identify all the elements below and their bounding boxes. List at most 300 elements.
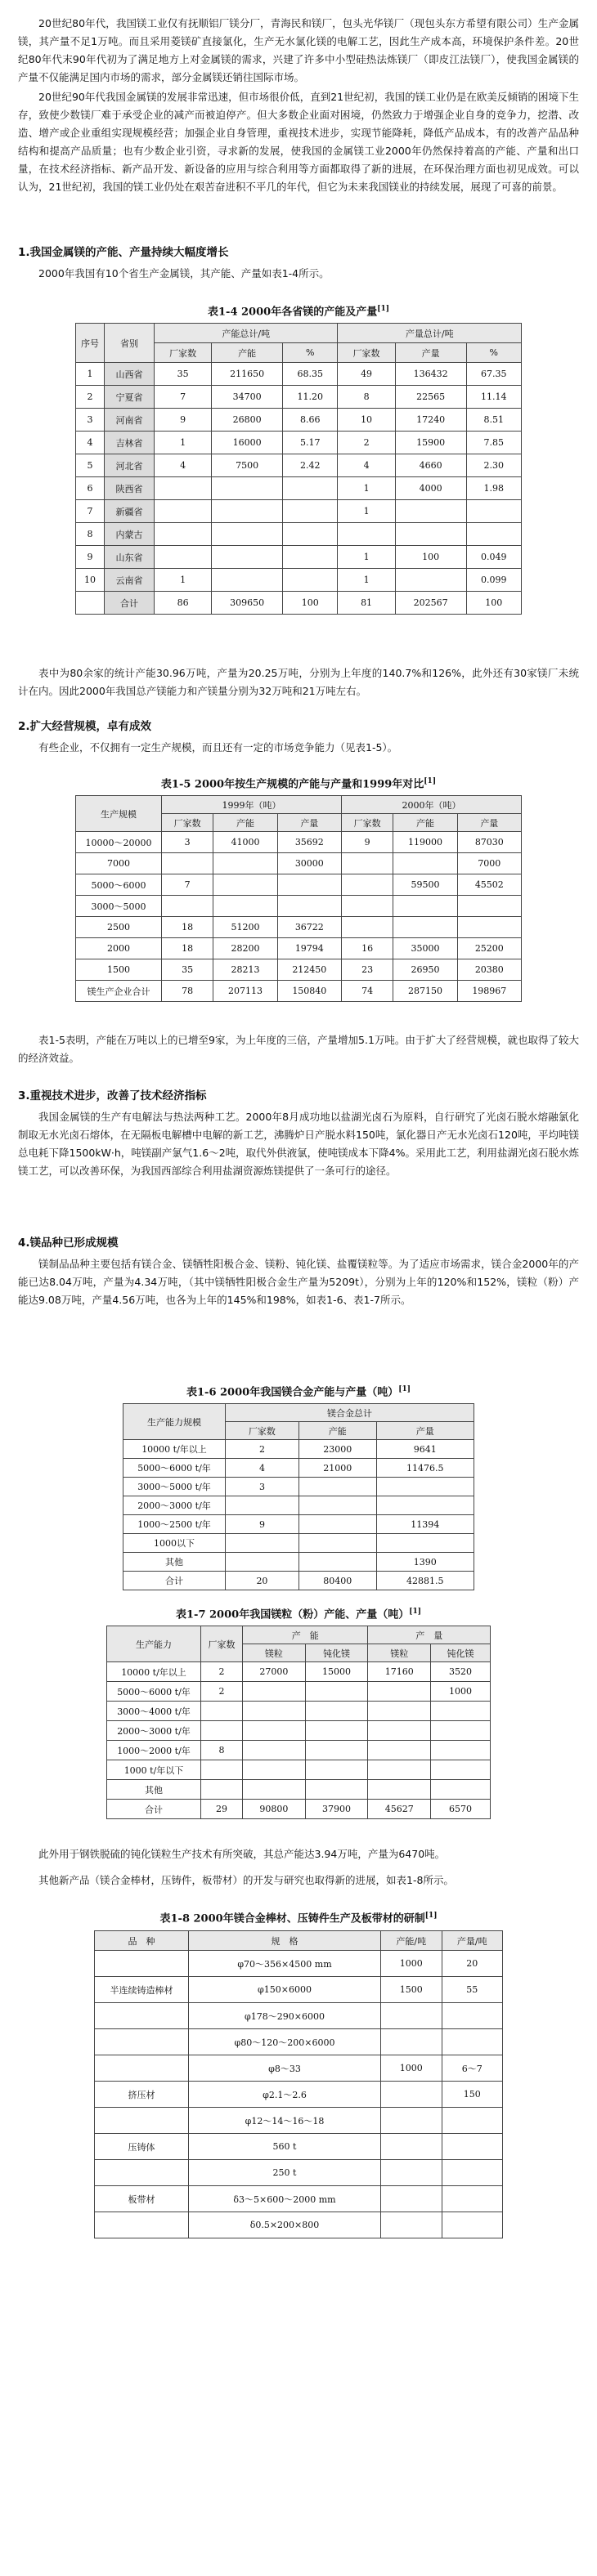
table-cell [155,477,212,500]
table-cell: 1 [155,569,212,592]
table-cell: φ12～14～16～18 [189,2108,381,2134]
th-passiv-out: 钝化镁 [431,1644,491,1662]
table-cell [341,917,393,938]
table-row [123,1515,474,1534]
table-cell [298,1478,376,1496]
table-cell: 100 [283,592,338,615]
table-cell [466,523,522,546]
table-cell: 云南省 [105,569,155,592]
table-cell: 4 [76,432,105,454]
table-cell: 55 [442,1977,503,2003]
table-cell [338,523,395,546]
th-capacity-2000: 产能 [393,814,457,832]
table-cell: 7 [162,874,213,896]
table-cell [442,2029,503,2055]
section-2-after [18,1031,579,1067]
table-cell: 其他 [107,1780,201,1800]
table-cell: 合计 [105,592,155,615]
table-cell [368,1760,431,1780]
table-cell [95,2003,189,2029]
table-cell: 4660 [395,454,466,477]
table-cell [431,1780,491,1800]
table-row [76,569,522,592]
section-3 [18,1087,579,1180]
table-cell: 51200 [213,917,277,938]
table-cell: 211650 [212,363,283,386]
table-cell: 25200 [457,938,521,959]
table-1-8 [94,1930,503,2238]
table-cell: 86 [155,592,212,615]
table-1-4-ref: [1] [377,305,389,313]
table-row [76,363,522,386]
table-cell [381,2082,442,2108]
th-plants-2: 厂家数 [338,343,395,363]
table-row [95,2108,503,2134]
table-cell: 7000 [457,853,521,874]
table-cell: φ70～356×4500 mm [189,1951,381,1977]
table-cell: 27000 [243,1662,306,1682]
table-cell: 35692 [277,832,341,853]
table-1-6-caption [18,1381,579,1401]
table-cell [381,2134,442,2160]
table-cell [368,1682,431,1702]
table-cell: 吉林省 [105,432,155,454]
table-cell: 15000 [305,1662,368,1682]
table-cell: 2000 [76,938,162,959]
table-cell: 34700 [212,386,283,409]
table-cell: 560 t [189,2134,381,2160]
table-row [95,2055,503,2082]
table-cell [368,1721,431,1741]
table-cell: 1390 [376,1553,474,1572]
table-1-7-caption-text: 表1-7 2000年我国镁粒（粉）产能、产量（吨） [176,1608,410,1621]
table-cell: 1.98 [466,477,522,500]
table-cell [243,1760,306,1780]
table-cell [201,1721,243,1741]
table-cell [305,1741,368,1760]
table-cell: 30000 [277,853,341,874]
table-row [123,1496,474,1515]
table-cell: 1 [338,477,395,500]
table-cell [442,2160,503,2186]
table-cell [212,477,283,500]
table-cell [201,1780,243,1800]
table-cell [243,1741,306,1760]
table-cell: 2000～3000 t/年 [123,1496,226,1515]
table-1-5-caption-wrap [18,773,579,793]
table-cell [162,853,213,874]
table-cell: 1000～2500 t/年 [123,1515,226,1534]
table-1-6-ref: [1] [398,1385,411,1393]
table-cell: 15900 [395,432,466,454]
th-capacity-group-7: 产 能 [243,1626,368,1644]
table-cell: 41000 [213,832,277,853]
table-cell: 9641 [376,1440,474,1459]
table-cell: 35 [155,363,212,386]
table-cell [341,853,393,874]
table-cell [95,2212,189,2238]
table-cell [381,2029,442,2055]
table-cell: 4 [338,454,395,477]
table-cell: 4 [226,1459,299,1478]
table-cell [162,896,213,917]
table-cell [431,1702,491,1721]
th-plants-6: 厂家数 [226,1422,299,1440]
section-4 [18,1234,579,1309]
table-cell: 202567 [395,592,466,615]
table-cell: 26950 [393,959,457,981]
th-plants-7: 厂家数 [201,1626,243,1662]
table-row [76,917,522,938]
table-row [76,546,522,569]
table-cell: 9 [76,546,105,569]
th-pct-2: % [466,343,522,363]
table-cell: 2 [201,1662,243,1682]
table-cell [213,896,277,917]
table-cell [298,1553,376,1572]
table-cell [381,2212,442,2238]
table-cell [76,592,105,615]
table-cell [395,569,466,592]
table-cell: δ0.5×200×800 [189,2212,381,2238]
table-cell: 山西省 [105,363,155,386]
table-row [95,2186,503,2212]
table-cell: 1500 [76,959,162,981]
table-cell [95,2029,189,2055]
table-row [76,938,522,959]
table-row [107,1780,491,1800]
th-cap-8: 产能/吨 [381,1931,442,1951]
table-1-6-caption-text: 表1-6 2000年我国镁合金产能与产量（吨） [186,1386,399,1399]
th-capacity-group: 产能总计/吨 [155,324,338,343]
table-cell: 74 [341,981,393,1002]
table-cell: 5000～6000 t/年 [107,1682,201,1702]
table-cell: 150840 [277,981,341,1002]
table-cell: 挤压材 [95,2082,189,2108]
table-cell: 9 [155,409,212,432]
section-1-after [18,664,579,700]
table-row [76,409,522,432]
table-cell: 23 [341,959,393,981]
th-alloy-total: 镁合金总计 [226,1404,474,1422]
section-1-title: 1.我国金属镁的产能、产量持续大幅度增长 [18,246,229,259]
table-cell: 81 [338,592,395,615]
table-cell: 10000 t/年以上 [107,1662,201,1682]
table-cell: 3 [226,1478,299,1496]
table-row [76,981,522,1002]
table-cell: 3520 [431,1662,491,1682]
table-cell [243,1721,306,1741]
table-cell [305,1721,368,1741]
table-1-7-caption-wrap [18,1603,579,1623]
table-cell: φ8～33 [189,2055,381,2082]
table-cell [95,2160,189,2186]
table-cell: 3000～5000 t/年 [123,1478,226,1496]
table-cell: 119000 [393,832,457,853]
section-4-title: 4.镁品种已形成规模 [18,1237,119,1250]
table-cell [305,1702,368,1721]
table-cell [376,1478,474,1496]
table-cell: 6570 [431,1800,491,1819]
table-cell [381,2003,442,2029]
table-cell: 5 [76,454,105,477]
table-cell [226,1534,299,1553]
table-cell [212,569,283,592]
table-cell: φ80～120～200×6000 [189,2029,381,2055]
table-cell [277,874,341,896]
table-cell [376,1496,474,1515]
table-row [76,477,522,500]
table-cell [442,2186,503,2212]
table-row [95,2212,503,2238]
table-1-4-wrap [18,323,579,615]
table-1-4-caption-text: 表1-4 2000年各省镁的产能及产量 [208,306,378,319]
table-cell: φ150×6000 [189,1977,381,2003]
table-cell: 207113 [213,981,277,1002]
table-cell [395,500,466,523]
table-row [107,1760,491,1780]
table-row [76,896,522,917]
table-1-6 [123,1403,474,1590]
th-output-2000: 产量 [457,814,521,832]
table-cell: 100 [466,592,522,615]
section-4-after [18,1845,579,1890]
table-row [107,1800,491,1819]
table-cell: φ2.1～2.6 [189,2082,381,2108]
table-cell: 100 [395,546,466,569]
table-1-4-caption [18,301,579,320]
table-row [107,1662,491,1682]
table-cell: 26800 [212,409,283,432]
table-cell [155,546,212,569]
table-cell: 4 [155,454,212,477]
table-cell [431,1741,491,1760]
table-cell [341,874,393,896]
table-cell [298,1534,376,1553]
table-cell: 1000 [381,1951,442,1977]
table-cell: φ178～290×6000 [189,2003,381,2029]
table-cell [95,1951,189,1977]
table-cell [376,1534,474,1553]
table-cell: 8.66 [283,409,338,432]
section-1-summary: 表中为80余家的统计产能30.96万吨，产量为20.25万吨，分别为上年度的140.7%和126%，此外还有30家镁厂未统计在内。因此2000年我国总产镁能力和产镁量分别为32万吨和21万吨左右。 [18,667,579,697]
th-plants-2000: 厂家数 [341,814,393,832]
table-cell: 2 [338,432,395,454]
table-cell: 35 [162,959,213,981]
table-cell: 1 [338,546,395,569]
table-cell [212,546,283,569]
table-cell: 山东省 [105,546,155,569]
section-4-note-2: 其他新产品（镁合金棒材，压铸件，板带材）的开发与研究也取得新的进展，如表1-8所示。 [38,1874,454,1886]
table-cell [226,1496,299,1515]
table-row [123,1440,474,1459]
table-1-8-ref: [1] [424,1912,438,1920]
table-cell: 87030 [457,832,521,853]
table-cell: 6 [76,477,105,500]
table-cell: 78 [162,981,213,1002]
table-cell: 11.20 [283,386,338,409]
table-cell: 19794 [277,938,341,959]
section-2 [18,718,579,757]
section-3-body: 我国金属镁的生产有电解法与热法两种工艺。2000年8月成功地以盐湖光卤石为原料，自行研究了光卤石脱水熔融氯化制取无水光卤石熔体，在无隔板电解槽中电解的新工艺，沸腾炉日产脱水料150吨，氯化器日产无水光卤石120吨，平均吨镁总电耗下降1500kW·h，吨镁副产氯气1.6～2吨，取代外供液氯，使吨镁成本下降4%。采用此工艺，利用盐湖光卤石脱水炼镁工艺，可以改善环保，为我国西部综合利用盐湖资源炼镁提供了一条可行的途径。 [18,1111,579,1177]
table-cell: 板带材 [95,2186,189,2212]
table-cell: 6～7 [442,2055,503,2082]
table-cell: 18 [162,917,213,938]
table-cell: 28200 [213,938,277,959]
table-1-8-wrap [18,1930,579,2238]
section-2-summary: 表1-5表明，产能在万吨以上的已增至9家，为上年度的三倍，产量增加5.1万吨。由于扩大了经营规模，就也取得了较大的经济效益。 [18,1034,579,1064]
table-row [76,523,522,546]
th-plants: 厂家数 [155,343,212,363]
th-output-group-7: 产 量 [368,1626,491,1644]
th-output-1999: 产量 [277,814,341,832]
table-cell: 2 [226,1440,299,1459]
table-cell: 17160 [368,1662,431,1682]
table-cell: 9 [226,1515,299,1534]
table-cell: 16 [341,938,393,959]
table-cell: 198967 [457,981,521,1002]
table-cell [395,523,466,546]
section-2-lead: 有些企业，不仅拥有一定生产规模，而且还有一定的市场竞争能力（见表1-5）。 [38,741,398,754]
table-cell: 67.35 [466,363,522,386]
intro-paragraph-1: 20世纪80年代，我国镁工业仅有抚顺铝厂镁分厂，青海民和镁厂，包头光华镁厂（现包头东方希望有限公司）生产金属镁，其产量不足1万吨。而且采用菱镁矿直接氯化，生产无水氯化镁的电解工艺，因此生产成本高，环境保护条件差。20世纪80年代末90年代初为了满足地方上对金属镁的需求，兴建了许多中小型硅热法炼镁厂（即皮江法镁厂），使我国金属镁的产量不仅能满足国内市场的需求，部分金属镁还销往国际市场。 [18,17,579,83]
table-row [76,853,522,874]
table-cell: 其他 [123,1553,226,1572]
table-cell [393,896,457,917]
table-row [95,2029,503,2055]
table-cell: 7 [155,386,212,409]
table-cell [466,500,522,523]
table-cell: 5000～6000 t/年 [123,1459,226,1478]
section-3-title: 3.重视技术进步，改善了技术经济指标 [18,1089,207,1102]
table-row [76,832,522,853]
table-cell: 11394 [376,1515,474,1534]
table-cell: 18 [162,938,213,959]
table-cell: 45627 [368,1800,431,1819]
table-1-6-caption-wrap [18,1381,579,1401]
table-cell: 8 [76,523,105,546]
table-cell: 1 [338,569,395,592]
table-cell [442,2003,503,2029]
table-cell: 29 [201,1800,243,1819]
table-cell: 1 [155,432,212,454]
table-cell: 16000 [212,432,283,454]
table-cell: 8.51 [466,409,522,432]
table-cell: 1000以下 [123,1534,226,1553]
table-cell [381,2160,442,2186]
th-output: 产量 [395,343,466,363]
table-1-5-caption-text: 表1-5 2000年按生产规模的产能与产量和1999年对比 [160,778,424,791]
section-2-title: 2.扩大经营规模，卓有成效 [18,720,152,733]
table-1-8-caption [18,1907,579,1927]
table-cell: 内蒙古 [105,523,155,546]
th-grain-cap: 镁粒 [243,1644,306,1662]
th-grain-out: 镁粒 [368,1644,431,1662]
table-cell [298,1515,376,1534]
table-cell: 22565 [395,386,466,409]
table-cell: 1000～2000 t/年 [107,1741,201,1760]
table-cell: 宁夏省 [105,386,155,409]
table-cell: 合计 [107,1800,201,1819]
table-cell [298,1496,376,1515]
table-cell: 49 [338,363,395,386]
table-cell: 2500 [76,917,162,938]
table-cell: 5000～6000 [76,874,162,896]
table-1-4-caption-wrap [18,301,579,320]
table-cell: 23000 [298,1440,376,1459]
th-spec: 规 格 [189,1931,381,1951]
table-1-7 [106,1626,491,1819]
table-cell: 136432 [395,363,466,386]
table-cell [305,1760,368,1780]
th-no: 序号 [76,324,105,363]
table-cell [201,1760,243,1780]
th-out-8: 产量/吨 [442,1931,503,1951]
table-cell [381,2186,442,2212]
table-1-5-ref: [1] [424,777,437,785]
table-1-5-wrap [18,795,579,1002]
table-cell [213,853,277,874]
table-cell: 3 [162,832,213,853]
table-cell: 1000 [381,2055,442,2082]
table-cell [277,896,341,917]
table-cell: 1000 [431,1682,491,1702]
table-cell: 1000 t/年以下 [107,1760,201,1780]
table-cell: 90800 [243,1800,306,1819]
table-cell [305,1682,368,1702]
table-cell [305,1780,368,1800]
table-cell [283,477,338,500]
table-cell: 8 [338,386,395,409]
table-row [123,1459,474,1478]
th-capacity-6: 产能 [298,1422,376,1440]
table-cell: 9 [341,832,393,853]
table-cell: 212450 [277,959,341,981]
intro-section [18,15,579,196]
table-cell [213,874,277,896]
th-kind: 品 种 [95,1931,189,1951]
table-cell: 4000 [395,477,466,500]
table-cell: 半连续铸造棒材 [95,1977,189,2003]
table-cell: 3 [76,409,105,432]
table-row [76,454,522,477]
table-cell: δ3～5×600～2000 mm [189,2186,381,2212]
table-cell [201,1702,243,1721]
table-cell: 8 [201,1741,243,1760]
table-cell: 250 t [189,2160,381,2186]
table-1-6-wrap [18,1403,579,1590]
table-cell: 11476.5 [376,1459,474,1478]
table-cell: 2 [76,386,105,409]
table-cell [155,500,212,523]
table-cell: 42881.5 [376,1572,474,1590]
table-cell: 309650 [212,592,283,615]
table-cell [155,523,212,546]
table-cell: 11.14 [466,386,522,409]
th-output-6: 产量 [376,1422,474,1440]
table-cell [341,896,393,917]
table-cell [212,523,283,546]
table-1-7-wrap [18,1626,579,1819]
table-row [107,1741,491,1760]
table-cell: 10000～20000 [76,832,162,853]
table-1-8-caption-wrap [18,1907,579,1927]
table-cell: 2000～3000 t/年 [107,1721,201,1741]
table-cell: 20 [226,1572,299,1590]
table-row [123,1534,474,1553]
table-row [76,500,522,523]
th-scale: 生产规模 [76,796,162,832]
